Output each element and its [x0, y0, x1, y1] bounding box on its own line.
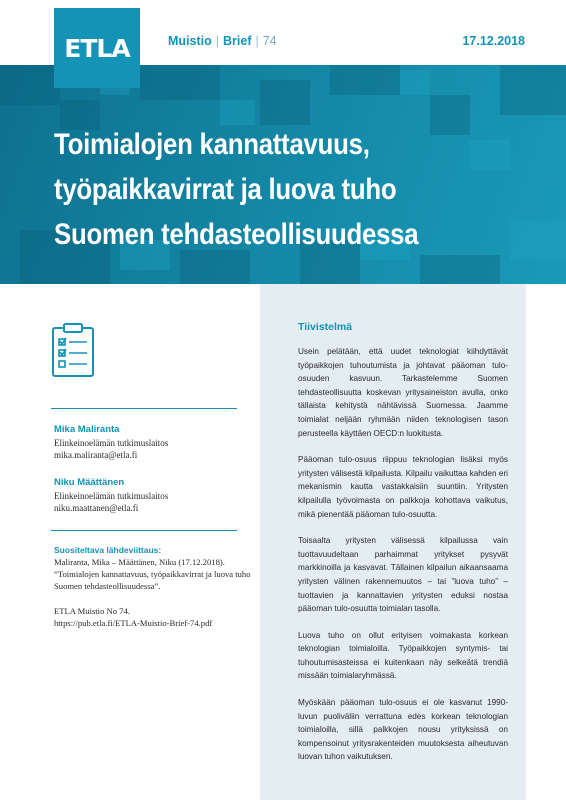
citation-url[interactable]: https://pub.etla.fi/ETLA-Muistio-Brief-74.pdf — [54, 617, 213, 628]
divider — [51, 530, 237, 531]
citation-text: Maliranta, Mika – Määttänen, Niku (17.12.2018). ”Toimialojen kannattavuus, työpaikkavirrat ja luova tuho Suomen tehdasteollisuudessa”. — [54, 557, 251, 592]
series-separator: | — [255, 34, 259, 48]
summary-paragraph: Usein pelätään, että uudet teknologiat kiihdyttävät työpaikkojen tuhoutumista ja johtavat pääoman tulo-osuuden kasvuun. Tarkastelemme Suomen tehdasteollisuutta koskevan yritysaineiston avulla, onko tällaista kehitystä nähtävissä Suomessa. Jaamme toimialat neljään ryhmään niiden teknologisen tason perusteella käyttäen OECD:n luokitusta. — [298, 347, 508, 438]
author-name: Niku Määttänen — [54, 477, 125, 488]
summary-paragraph: Luova tuho on ollut erityisen voimakasta korkean teknologian toimialoilla. Työpaikkojen syntymis- tai tuhoutumisasteissa ei kuitenkaan näy selkeätä trendiä missään toimialaryhmässä. — [298, 630, 508, 681]
author-block — [54, 424, 244, 461]
author-name: Mika Maliranta — [54, 424, 120, 435]
author-organization: Elinkeinoelämän tutkimuslaitos — [54, 491, 169, 501]
title-line: työpaikkavirrat ja luova tuho — [54, 173, 397, 206]
citation-heading: Suositeltava lähdeviittaus: — [54, 545, 162, 555]
page-title — [54, 122, 484, 257]
summary-body — [298, 345, 508, 777]
summary-paragraph: Pääoman tulo-osuus riippuu teknologian lisäksi myös yritysten välisestä kilpailusta. Kilpailu vaikuttaa kahden eri mekanismin kautta vastakkaisiin suuntiin. Yritysten kilpailulla työvoimasta on palkkoja kohottava vaikutus, mikä pienentää pääoman tulo-osuutta. — [298, 455, 508, 519]
author-email[interactable]: niku.maattanen@etla.fi — [54, 503, 139, 513]
summary-paragraph: Myöskään pääoman tulo-osuus ei ole kasvanut 1990-luvun puoliväliin verrattuna edes korkean teknologian toimialoilla, sillä palkkojen nousu yrityksissä on kompensoinut yritysrakenteiden muutoksesta aiheutuvan luovan tuhon vaikutuksen. — [298, 698, 508, 762]
author-block — [54, 477, 244, 514]
title-line: Suomen tehdasteollisuudessa — [54, 218, 419, 251]
series-primary: Muistio — [168, 34, 212, 48]
author-email[interactable]: mika.maliranta@etla.fi — [54, 450, 138, 460]
summary-heading: Tiivistelmä — [298, 321, 353, 333]
title-line: Toimialojen kannattavuus, — [54, 128, 370, 161]
checklist-document-icon — [51, 322, 97, 378]
etla-logo — [54, 8, 140, 88]
series-label — [168, 34, 277, 48]
series-separator: | — [215, 34, 219, 48]
publication-date: 17.12.2018 — [462, 34, 525, 48]
series-number: 74 — [262, 34, 277, 48]
logo-text: ETLA — [64, 33, 130, 63]
citation-series: ETLA Muistio No 74. — [54, 605, 130, 616]
summary-paragraph: Toisaalta yritysten välisessä kilpailussa vain tuottavuudeltaan parhaimmat yritykset pysyvät markkinoilla ja kasvavat. Tällainen kilpailun aikaansaama yritysten välinen rakennemuutos – tai ”luova tuho” – tuottavien ja kannattavien yritysten eduksi nostaa pääoman tulo-osuutta toimialan tasolla. — [298, 536, 508, 614]
citation-block — [54, 544, 254, 629]
divider — [51, 408, 237, 409]
series-secondary: Brief — [223, 34, 252, 48]
author-organization: Elinkeinoelämän tutkimuslaitos — [54, 438, 169, 448]
